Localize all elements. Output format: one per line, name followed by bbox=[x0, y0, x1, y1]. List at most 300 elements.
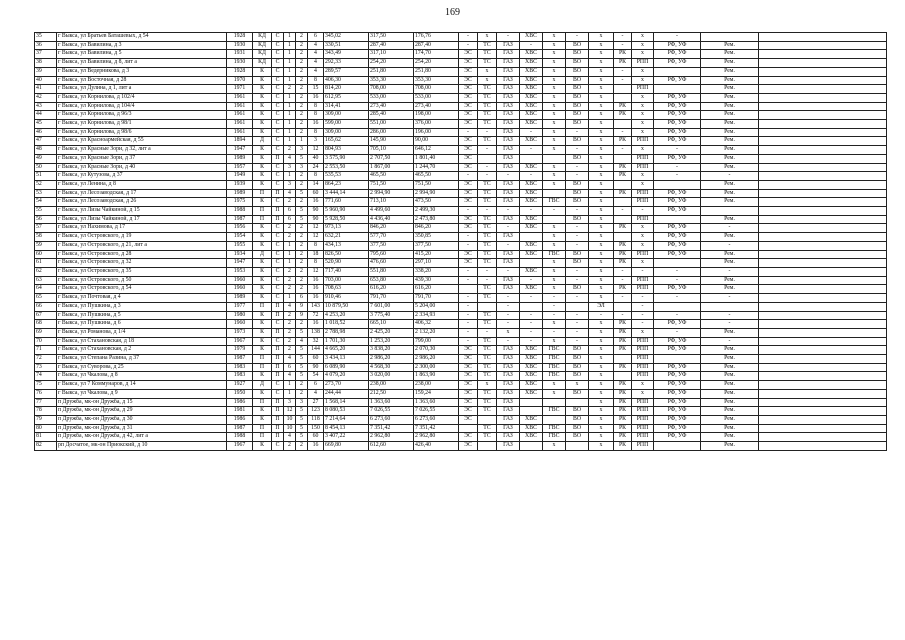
page-number: 169 bbox=[445, 7, 460, 18]
table-cell: 314,41 bbox=[324, 102, 369, 111]
row-number-cell: 36 bbox=[35, 41, 57, 50]
table-cell bbox=[543, 415, 566, 424]
address-cell: г Выкса, ул Вавилина, д 5 bbox=[57, 50, 227, 59]
table-cell: КД bbox=[253, 41, 272, 50]
table-cell bbox=[614, 180, 632, 189]
table-cell: ЭС bbox=[459, 346, 478, 355]
table-cell: 2 bbox=[296, 267, 308, 276]
table-cell: 1927 bbox=[227, 381, 253, 390]
table-cell: ЭС bbox=[459, 76, 478, 85]
table-cell: - bbox=[497, 207, 520, 216]
table-row bbox=[35, 346, 887, 355]
table-cell: х bbox=[589, 163, 614, 172]
table-cell: ТС bbox=[478, 93, 497, 102]
table-cell: 2 994,90 bbox=[414, 189, 459, 198]
table-cell: 1 253,20 bbox=[369, 337, 414, 346]
table-cell: Рем. bbox=[701, 189, 759, 198]
table-cell: РФ, УФ bbox=[654, 233, 701, 242]
table-cell: х bbox=[589, 67, 614, 76]
table-cell: РК bbox=[614, 285, 632, 294]
table-cell: х bbox=[589, 241, 614, 250]
row-number-cell: 59 bbox=[35, 241, 57, 250]
table-cell: 1 bbox=[284, 33, 296, 42]
table-cell: ВО bbox=[566, 189, 589, 198]
table-cell: ЭС bbox=[459, 355, 478, 364]
table-cell: Рем. bbox=[701, 424, 759, 433]
table-cell: 18 bbox=[308, 250, 324, 259]
table-cell: - bbox=[459, 328, 478, 337]
table-cell: РФ, УФ bbox=[654, 111, 701, 120]
table-cell: ГАЗ bbox=[497, 198, 520, 207]
table-cell: 1 bbox=[284, 128, 296, 137]
table-cell: х bbox=[589, 328, 614, 337]
table-cell: ВО bbox=[566, 389, 589, 398]
table-cell: х bbox=[589, 276, 614, 285]
table-cell: 4 bbox=[284, 189, 296, 198]
row-number-cell: 41 bbox=[35, 85, 57, 94]
table-cell: ВО bbox=[566, 259, 589, 268]
table-cell: 713,10 bbox=[369, 198, 414, 207]
table-cell: 6 273,60 bbox=[369, 415, 414, 424]
table-cell: 465,50 bbox=[369, 172, 414, 181]
table-cell: С bbox=[272, 50, 284, 59]
table-cell: 176,76 bbox=[414, 33, 459, 42]
table-cell: РПП bbox=[632, 285, 654, 294]
table-cell: 273,40 bbox=[369, 102, 414, 111]
table-cell: 10 bbox=[284, 415, 296, 424]
table-cell: 1 bbox=[284, 241, 296, 250]
address-cell: г Выкса, ул Стахановская, д 18 bbox=[57, 337, 227, 346]
table-cell: РПП bbox=[632, 398, 654, 407]
table-cell: П bbox=[272, 207, 284, 216]
table-cell: П bbox=[253, 363, 272, 372]
table-cell: К bbox=[253, 320, 272, 329]
table-cell: - bbox=[543, 302, 566, 311]
table-cell: Рем. bbox=[701, 93, 759, 102]
table-cell: 2 bbox=[296, 180, 308, 189]
table-cell: К bbox=[253, 163, 272, 172]
row-number-cell: 78 bbox=[35, 407, 57, 416]
table-cell: С bbox=[272, 267, 284, 276]
table-cell: К bbox=[253, 120, 272, 129]
table-cell: - bbox=[459, 294, 478, 303]
table-cell: ХВС bbox=[520, 250, 543, 259]
table-cell: - bbox=[614, 76, 632, 85]
table-cell: 2 707,50 bbox=[369, 154, 414, 163]
table-cell: 2 553,50 bbox=[324, 163, 369, 172]
table-cell: 2 bbox=[296, 224, 308, 233]
table-cell bbox=[614, 93, 632, 102]
table-cell: 2 bbox=[284, 224, 296, 233]
table-cell: Рем. bbox=[701, 398, 759, 407]
table-cell: ВО bbox=[566, 424, 589, 433]
table-cell: РФ, УФ bbox=[654, 407, 701, 416]
row-number-cell: 58 bbox=[35, 233, 57, 242]
table-cell: РФ, УФ bbox=[654, 337, 701, 346]
table-cell: Рем. bbox=[701, 415, 759, 424]
table-cell: 251,80 bbox=[414, 67, 459, 76]
table-cell: РПП bbox=[632, 59, 654, 68]
table-row bbox=[35, 241, 887, 250]
table-cell: х bbox=[632, 41, 654, 50]
table-cell: 4 079,20 bbox=[324, 372, 369, 381]
table-cell: х bbox=[543, 137, 566, 146]
table-cell bbox=[543, 215, 566, 224]
table-cell: РФ, УФ bbox=[654, 207, 701, 216]
address-cell: г Выкса, ул Лизы Чайкиной, д 17 bbox=[57, 215, 227, 224]
table-cell: РПП bbox=[632, 154, 654, 163]
table-cell: 15 bbox=[308, 85, 324, 94]
table-cell: - bbox=[701, 337, 759, 346]
table-cell bbox=[543, 154, 566, 163]
table-cell: 16 bbox=[308, 120, 324, 129]
row-number-cell: 43 bbox=[35, 102, 57, 111]
table-cell: ХВС bbox=[520, 372, 543, 381]
table-cell: 3 407,22 bbox=[324, 433, 369, 442]
table-cell: - bbox=[459, 233, 478, 242]
table-cell: ХВС bbox=[520, 85, 543, 94]
table-cell: С bbox=[272, 285, 284, 294]
table-cell bbox=[759, 381, 887, 390]
table-cell: ГАЗ bbox=[497, 259, 520, 268]
table-cell: х bbox=[543, 128, 566, 137]
table-cell: - bbox=[566, 172, 589, 181]
table-cell: 289,57 bbox=[324, 67, 369, 76]
table-cell: К bbox=[253, 267, 272, 276]
table-cell: 90 bbox=[308, 363, 324, 372]
table-cell: РФ, УФ bbox=[654, 154, 701, 163]
table-cell: х bbox=[589, 128, 614, 137]
table-cell: 1987 bbox=[227, 355, 253, 364]
table-cell: х bbox=[589, 198, 614, 207]
table-cell: С bbox=[272, 128, 284, 137]
table-cell bbox=[614, 198, 632, 207]
table-cell: 5 bbox=[296, 415, 308, 424]
table-cell: К bbox=[253, 311, 272, 320]
table-cell: ХВС bbox=[520, 433, 543, 442]
table-row bbox=[35, 76, 887, 85]
table-cell: - bbox=[497, 267, 520, 276]
table-cell: К bbox=[253, 407, 272, 416]
table-cell: К bbox=[253, 389, 272, 398]
table-cell bbox=[566, 302, 589, 311]
table-cell bbox=[614, 372, 632, 381]
table-cell: х bbox=[543, 259, 566, 268]
table-cell: 90,00 bbox=[414, 137, 459, 146]
table-cell bbox=[614, 215, 632, 224]
table-cell: 196,00 bbox=[414, 128, 459, 137]
table-cell: ХВС bbox=[520, 241, 543, 250]
row-number-cell: 52 bbox=[35, 180, 57, 189]
table-cell: - bbox=[566, 224, 589, 233]
table-cell: ГВС bbox=[543, 198, 566, 207]
table-cell: х bbox=[543, 93, 566, 102]
table-cell: 612,60 bbox=[369, 442, 414, 451]
table-cell: 1 867,00 bbox=[369, 163, 414, 172]
table-cell: 16 bbox=[308, 442, 324, 451]
table-cell: РФ, УФ bbox=[654, 250, 701, 259]
table-cell: - bbox=[654, 172, 701, 181]
address-cell: п Дружба, мк-он Дружба, д 31 bbox=[57, 424, 227, 433]
table-cell: - bbox=[497, 241, 520, 250]
table-cell: ВО bbox=[566, 93, 589, 102]
table-cell: - bbox=[543, 207, 566, 216]
table-cell: РК bbox=[614, 381, 632, 390]
table-cell: С bbox=[272, 76, 284, 85]
table-row bbox=[35, 33, 887, 42]
table-cell: ЭЛ bbox=[589, 302, 614, 311]
table-cell: ВО bbox=[566, 415, 589, 424]
table-cell: - bbox=[478, 163, 497, 172]
table-cell: ЭС bbox=[459, 67, 478, 76]
table-cell: К bbox=[253, 337, 272, 346]
table-cell: - bbox=[632, 267, 654, 276]
table-cell: С bbox=[272, 259, 284, 268]
table-cell: х bbox=[632, 172, 654, 181]
table-row bbox=[35, 389, 887, 398]
table-cell: Рем. bbox=[701, 120, 759, 129]
table-cell: ВО bbox=[566, 198, 589, 207]
table-cell: 5 bbox=[296, 355, 308, 364]
table-cell: РФ, УФ bbox=[654, 372, 701, 381]
table-cell bbox=[759, 267, 887, 276]
table-cell: 150 bbox=[308, 424, 324, 433]
table-cell: х bbox=[543, 224, 566, 233]
table-row bbox=[35, 320, 887, 329]
table-cell: х bbox=[589, 415, 614, 424]
table-cell: РК bbox=[614, 320, 632, 329]
table-cell: 1960 bbox=[227, 276, 253, 285]
row-number-cell: 49 bbox=[35, 154, 57, 163]
table-cell: - bbox=[520, 320, 543, 329]
table-cell: П bbox=[272, 424, 284, 433]
table-cell: 791,70 bbox=[414, 294, 459, 303]
address-cell: п Дружба, мк-он Дружба, д 15 bbox=[57, 398, 227, 407]
table-cell: 973,13 bbox=[324, 224, 369, 233]
table-cell: 251,80 bbox=[369, 67, 414, 76]
table-cell: 287,40 bbox=[369, 41, 414, 50]
table-cell: - bbox=[614, 67, 632, 76]
table-cell: 2 bbox=[296, 320, 308, 329]
table-cell: С bbox=[272, 180, 284, 189]
table-cell: 377,50 bbox=[414, 241, 459, 250]
table-cell: ГВС bbox=[543, 372, 566, 381]
table-cell: - bbox=[589, 311, 614, 320]
table-cell: Рем. bbox=[701, 76, 759, 85]
table-cell: 353,30 bbox=[369, 76, 414, 85]
table-cell: К bbox=[253, 294, 272, 303]
table-cell: х bbox=[589, 93, 614, 102]
table-cell: 1975 bbox=[227, 198, 253, 207]
row-number-cell: 65 bbox=[35, 294, 57, 303]
address-cell: г Выкса, ул Корнилова, д 98/6 bbox=[57, 128, 227, 137]
table-cell: 6 089,90 bbox=[324, 363, 369, 372]
table-cell: РПП bbox=[632, 85, 654, 94]
table-cell: 520,90 bbox=[324, 259, 369, 268]
table-cell: Рем. bbox=[701, 41, 759, 50]
row-number-cell: 50 bbox=[35, 163, 57, 172]
table-cell: х bbox=[543, 146, 566, 155]
table-cell: - bbox=[459, 41, 478, 50]
table-cell: 5 928,50 bbox=[324, 215, 369, 224]
table-cell bbox=[654, 215, 701, 224]
table-cell: РФ, УФ bbox=[654, 50, 701, 59]
table-cell: С bbox=[272, 102, 284, 111]
table-cell: РФ, УФ bbox=[654, 128, 701, 137]
table-cell bbox=[759, 250, 887, 259]
table-cell: РПП bbox=[632, 337, 654, 346]
table-cell: РФ, УФ bbox=[654, 415, 701, 424]
table-cell: ХВС bbox=[520, 215, 543, 224]
table-cell: П bbox=[253, 215, 272, 224]
table-cell: 415,20 bbox=[414, 250, 459, 259]
table-cell: ВО bbox=[566, 363, 589, 372]
table-cell: х bbox=[589, 120, 614, 129]
table-cell: х bbox=[543, 41, 566, 50]
table-cell: 2 300,00 bbox=[414, 363, 459, 372]
table-cell: 1960 bbox=[227, 320, 253, 329]
table-cell: 426,40 bbox=[414, 442, 459, 451]
table-cell: С bbox=[272, 320, 284, 329]
table-cell bbox=[520, 154, 543, 163]
table-cell: 16 bbox=[308, 198, 324, 207]
table-cell: 198,00 bbox=[414, 111, 459, 120]
address-cell: г Выкса, ул Нахимова, д 17 bbox=[57, 224, 227, 233]
table-cell: 2 bbox=[296, 50, 308, 59]
table-cell: 2 bbox=[296, 67, 308, 76]
table-cell bbox=[759, 233, 887, 242]
table-cell bbox=[759, 33, 887, 42]
table-cell: х bbox=[543, 276, 566, 285]
table-cell: РФ, УФ bbox=[654, 389, 701, 398]
table-cell: РК bbox=[614, 137, 632, 146]
table-cell: ГВС bbox=[543, 355, 566, 364]
table-cell: 1 bbox=[284, 93, 296, 102]
table-cell: ГВС bbox=[543, 346, 566, 355]
table-cell: ГВС bbox=[543, 250, 566, 259]
table-cell bbox=[759, 442, 887, 451]
table-cell: 1988 bbox=[227, 207, 253, 216]
table-cell: К bbox=[253, 102, 272, 111]
table-cell: х bbox=[543, 102, 566, 111]
address-cell: г Выкса, ул Восточная, д 28 bbox=[57, 76, 227, 85]
table-cell: 1973 bbox=[227, 328, 253, 337]
table-cell: РФ, УФ bbox=[654, 424, 701, 433]
table-cell: ГАЗ bbox=[497, 276, 520, 285]
table-cell: х bbox=[543, 111, 566, 120]
table-cell: 1928 bbox=[227, 33, 253, 42]
table-cell: Рем. bbox=[701, 154, 759, 163]
table-cell: 2 bbox=[284, 85, 296, 94]
row-number-cell: 66 bbox=[35, 302, 57, 311]
table-cell: х bbox=[589, 259, 614, 268]
table-cell: РК bbox=[614, 111, 632, 120]
table-cell: - bbox=[566, 146, 589, 155]
table-cell: 144 bbox=[308, 346, 324, 355]
table-cell: 864,23 bbox=[324, 180, 369, 189]
table-cell bbox=[614, 355, 632, 364]
table-cell: 8 bbox=[308, 241, 324, 250]
table-cell: 343,49 bbox=[324, 50, 369, 59]
table-cell: 90 bbox=[308, 215, 324, 224]
table-cell: К bbox=[253, 276, 272, 285]
table-cell: 669,80 bbox=[324, 442, 369, 451]
table-cell: х bbox=[543, 442, 566, 451]
row-number-cell: 39 bbox=[35, 67, 57, 76]
table-cell: ХВС bbox=[520, 346, 543, 355]
table-cell: 2 bbox=[296, 41, 308, 50]
row-number-cell: 61 bbox=[35, 259, 57, 268]
table-cell: 1 bbox=[284, 41, 296, 50]
table-cell: х bbox=[543, 33, 566, 42]
table-row bbox=[35, 189, 887, 198]
row-number-cell: 45 bbox=[35, 120, 57, 129]
table-row bbox=[35, 198, 887, 207]
table-cell: 165,62 bbox=[324, 137, 369, 146]
table-cell: - bbox=[614, 33, 632, 42]
table-cell: РПП bbox=[632, 407, 654, 416]
table-cell: 2 bbox=[284, 198, 296, 207]
table-cell: ЭС bbox=[459, 215, 478, 224]
table-cell: ГАЗ bbox=[497, 442, 520, 451]
table-cell: х bbox=[478, 67, 497, 76]
table-cell: ТС bbox=[478, 355, 497, 364]
table-cell: 5 bbox=[296, 207, 308, 216]
address-cell: г Выкса, ул Пушкина, д 5 bbox=[57, 311, 227, 320]
table-cell: - bbox=[566, 163, 589, 172]
table-cell: 2 bbox=[284, 337, 296, 346]
table-cell: ВО bbox=[566, 433, 589, 442]
table-cell: х bbox=[543, 320, 566, 329]
table-cell: х bbox=[632, 120, 654, 129]
table-cell: ТС bbox=[478, 424, 497, 433]
table-cell: ВО bbox=[566, 111, 589, 120]
table-cell: КД bbox=[253, 33, 272, 42]
table-cell: - bbox=[497, 311, 520, 320]
table-cell bbox=[701, 33, 759, 42]
table-cell: 1967 bbox=[227, 337, 253, 346]
table-cell: - bbox=[543, 328, 566, 337]
table-cell: - bbox=[459, 302, 478, 311]
table-cell: С bbox=[272, 33, 284, 42]
table-cell: 3 bbox=[284, 398, 296, 407]
table-cell: - bbox=[566, 311, 589, 320]
table-cell: 5 bbox=[296, 372, 308, 381]
table-row bbox=[35, 250, 887, 259]
table-cell: х bbox=[543, 76, 566, 85]
table-cell: РФ, УФ bbox=[654, 320, 701, 329]
table-cell: ТС bbox=[478, 337, 497, 346]
table-cell: Рем. bbox=[701, 50, 759, 59]
table-cell: 14 bbox=[308, 180, 324, 189]
row-number-cell: 64 bbox=[35, 285, 57, 294]
table-cell: 60 bbox=[308, 433, 324, 442]
table-cell: К bbox=[253, 259, 272, 268]
table-cell: ТС bbox=[478, 433, 497, 442]
table-cell: 1950 bbox=[227, 389, 253, 398]
table-cell: ТС bbox=[478, 294, 497, 303]
table-cell: П bbox=[272, 154, 284, 163]
table-cell: х bbox=[589, 102, 614, 111]
table-cell: 4 bbox=[284, 154, 296, 163]
table-cell: 1 bbox=[284, 259, 296, 268]
table-cell: 1 bbox=[284, 59, 296, 68]
table-cell: - bbox=[632, 207, 654, 216]
table-cell: Рем. bbox=[701, 442, 759, 451]
table-cell: ГАЗ bbox=[497, 363, 520, 372]
table-cell: РФ, УФ bbox=[654, 381, 701, 390]
table-cell: 1983 bbox=[227, 372, 253, 381]
